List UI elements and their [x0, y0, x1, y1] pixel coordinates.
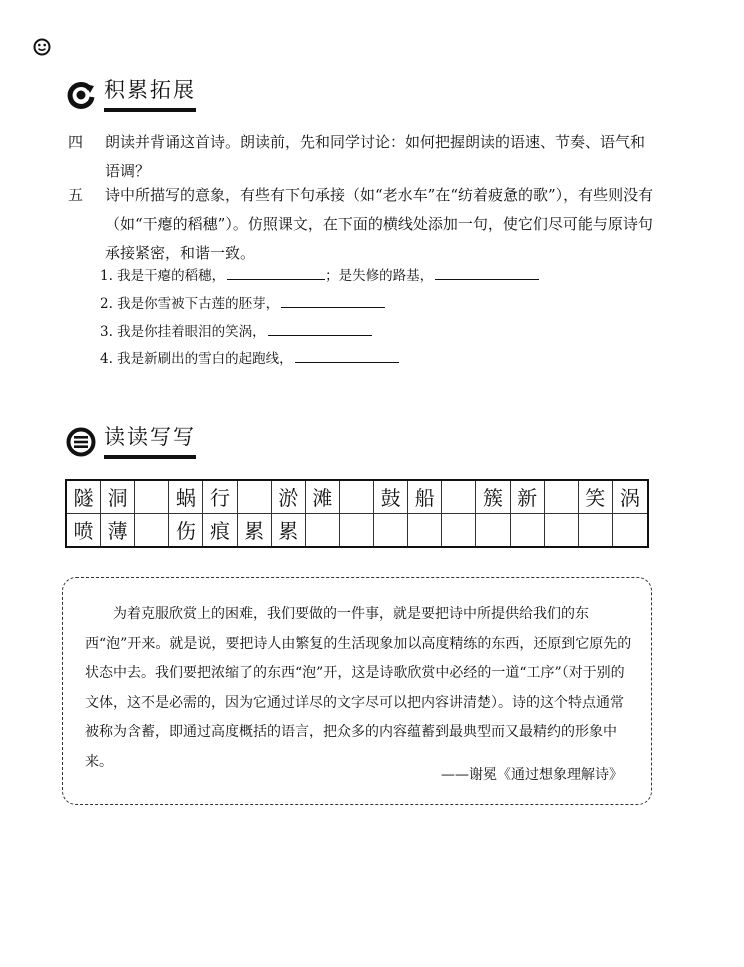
- grid-cell: [135, 481, 169, 514]
- grid-cell: [340, 514, 374, 547]
- grid-cell: 蜗: [169, 481, 203, 514]
- fill-item-1: [100, 264, 539, 284]
- vocabulary-grid: [65, 479, 649, 548]
- fill-item-2: [100, 292, 385, 312]
- section-title: 读读写写: [104, 425, 196, 459]
- grid-cell: 喷: [67, 514, 101, 547]
- answer-blank[interactable]: [435, 278, 539, 280]
- grid-cell: [238, 481, 272, 514]
- grid-cell: [579, 514, 613, 547]
- grid-cell: 船: [408, 481, 442, 514]
- quote-text: 为着克服欣赏上的困难，我们要做的一件事，就是要把诗中所提供给我们的东西“泡”开来。就是说，要把诗人由繁复的生活现象加以高度精练的东西，还原到它原先的状态中去。我们要把浓缩了的东西“泡”开，这是诗歌欣赏中必经的一道“工序”（对于别的文体，这不是必需的，因为它通过详尽的文字尽可以把内容讲清楚）。诗的这个特点通常被称为含蓄，即通过高度概括的语言，把众多的内容蕴蓄到最典型而又最精约的形象中来。: [85, 606, 632, 770]
- question-text: 朗读并背诵这首诗。朗读前，先和同学讨论：如何把握朗读的语速、节奏、语气和语调？: [105, 133, 646, 180]
- grid-cell: 鼓: [374, 481, 408, 514]
- grid-cell: [408, 514, 442, 547]
- grid-cell: 隧: [67, 481, 101, 514]
- question-5: [68, 181, 658, 268]
- fill-item-mid: ；是失修的路基，: [325, 268, 434, 284]
- swirl-arrow-icon: [66, 80, 96, 110]
- grid-cell: [613, 514, 647, 547]
- grid-cell: 薄: [101, 514, 135, 547]
- section-heading-read-write: [66, 425, 196, 459]
- grid-cell: [306, 514, 340, 547]
- fill-item-label: 2. 我是你雪被下古莲的胚芽，: [100, 296, 280, 312]
- grid-cell: 痕: [203, 514, 237, 547]
- answer-blank[interactable]: [268, 334, 372, 336]
- grid-cell: 滩: [306, 481, 340, 514]
- grid-cell: [374, 514, 408, 547]
- quote-box: [62, 577, 652, 805]
- section-heading-accumulate: [66, 78, 196, 112]
- fill-item-label: 4. 我是新刷出的雪白的起跑线，: [100, 351, 293, 367]
- grid-cell: 新: [511, 481, 545, 514]
- grid-cell: 行: [203, 481, 237, 514]
- fill-item-label: 1. 我是干瘪的稻穗，: [100, 268, 226, 284]
- grid-cell: [511, 514, 545, 547]
- grid-cell: [545, 481, 579, 514]
- answer-blank[interactable]: [295, 361, 399, 363]
- grid-cell: 涡: [613, 481, 647, 514]
- list-lines-icon: [66, 427, 96, 457]
- grid-cell: [442, 481, 476, 514]
- grid-cell: 洞: [101, 481, 135, 514]
- grid-cell: [135, 514, 169, 547]
- grid-cell: [476, 514, 510, 547]
- grid-cell: 淤: [272, 481, 306, 514]
- grid-cell: 簇: [476, 481, 510, 514]
- fill-item-3: [100, 320, 372, 340]
- fill-item-label: 3. 我是你挂着眼泪的笑涡，: [100, 324, 266, 340]
- quote-source: ——谢冕《通过想象理解诗》: [441, 767, 623, 783]
- grid-cell: [545, 514, 579, 547]
- grid-cell: [442, 514, 476, 547]
- grid-cell: 累: [272, 514, 306, 547]
- grid-cell: [340, 481, 374, 514]
- grid-cell: 累: [238, 514, 272, 547]
- answer-blank[interactable]: [281, 306, 385, 308]
- grid-cell: 伤: [169, 514, 203, 547]
- fill-item-4: [100, 347, 399, 367]
- answer-blank[interactable]: [227, 278, 325, 280]
- question-number: 四: [68, 133, 84, 151]
- grid-cell: 笑: [579, 481, 613, 514]
- question-4: [68, 128, 658, 186]
- smiley-icon: [33, 38, 51, 56]
- section-title: 积累拓展: [104, 78, 196, 112]
- question-text: 诗中所描写的意象，有些有下句承接（如“老水车”在“纺着疲惫的歌”），有些则没有（如“干瘪的稻穗”）。仿照课文，在下面的横线处添加一句，使它们尽可能与原诗句承接紧密，和谐一致。: [105, 186, 654, 262]
- question-number: 五: [68, 186, 84, 204]
